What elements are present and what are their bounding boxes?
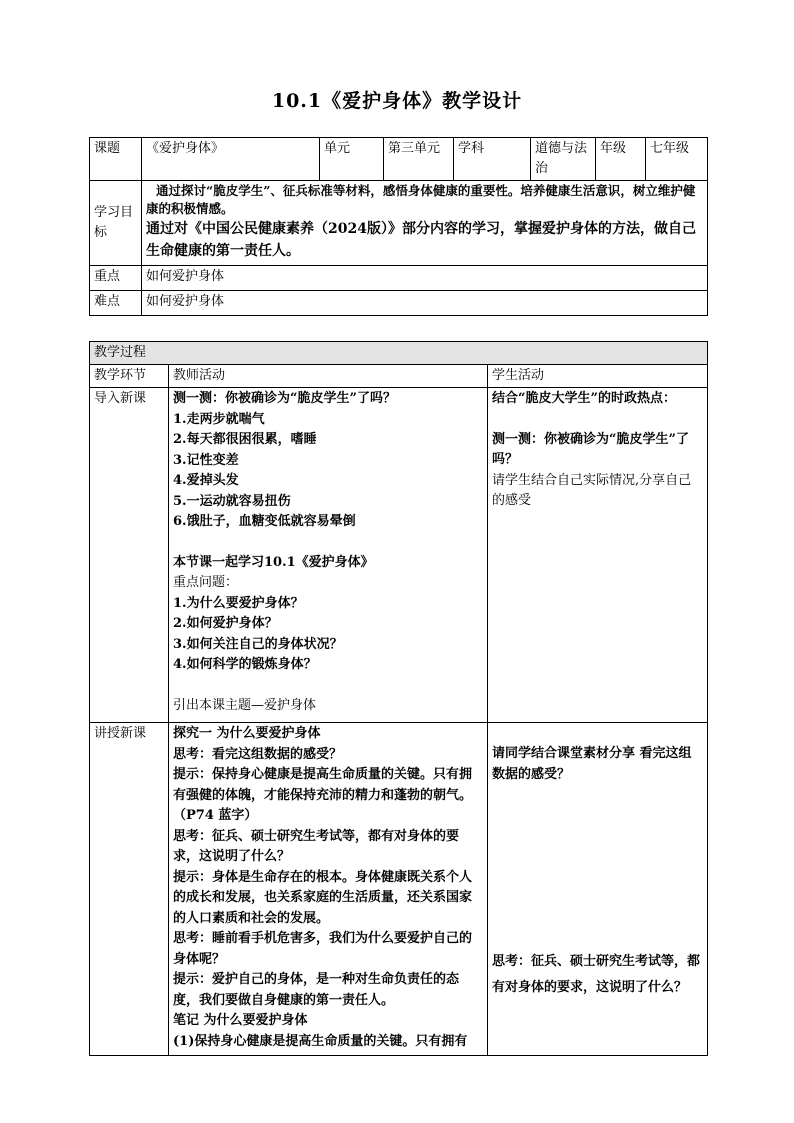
- stage-intro: 导入新课: [90, 388, 169, 723]
- student-activity-new-lesson: [488, 723, 708, 1056]
- list-item: 提示：保持身心健康是提高生命质量的关键。只有拥有强健的体魄，才能保持充沛的精力和蓬勃的朝气。（P74 蓝字）: [173, 767, 473, 823]
- list-item: 1.走两步就喘气: [173, 411, 265, 427]
- list-item: 3.记性变差: [173, 452, 239, 468]
- list-item: 引出本课主题—爱护身体: [173, 697, 317, 713]
- page-title: 10.1《爱护身体》教学设计: [271, 90, 523, 112]
- goals-label: 学习目标: [90, 181, 142, 266]
- topic-label: 课题: [90, 138, 142, 181]
- list-item: 测一测：你被确诊为“脆皮学生”了吗？: [173, 391, 396, 406]
- unit-label: 单元: [320, 138, 384, 181]
- list-item: 本节课一起学习10.1《爱护身体》: [173, 554, 374, 570]
- list-item: 请学生结合自己实际情况,分享自己的感受: [492, 472, 692, 508]
- student-activity-intro: [488, 388, 708, 723]
- subject-value: 道德与法治: [531, 138, 596, 181]
- list-item: 2.如何爱护身体？: [173, 616, 278, 631]
- list-item: 思考：睡前看手机危害多，我们为什么要爱护自己的身体呢？: [173, 931, 473, 967]
- list-item: 2.每天都很困很累，嗜睡: [173, 432, 317, 447]
- list-item: 测一测：你被确诊为“脆皮学生”了吗？: [492, 431, 689, 467]
- list-item: 思考：看完这组数据的感受？: [173, 746, 343, 762]
- list-item: 提示：爱护自己的身体，是一种对生命负责任的态度，我们要做自身健康的第一责任人。: [173, 972, 460, 1008]
- list-item: 4.爱掉头发: [173, 473, 239, 488]
- list-item: 3.如何关注自己的身体状况？: [173, 636, 343, 652]
- list-item: 结合“脆皮大学生”的时政热点：: [492, 391, 676, 406]
- goals-cell: [142, 181, 708, 266]
- key-label: 重点: [90, 266, 142, 291]
- list-item: 5.一运动就容易扭伤: [173, 493, 291, 509]
- key-value: 如何爱护身体: [142, 266, 708, 291]
- process-table: [89, 341, 708, 1056]
- difficult-label: 难点: [90, 291, 142, 316]
- goal-2: 通过对《中国公民健康素养（2024版）》部分内容的学习，掌握爱护身体的方法，做自己生命健康的第一责任人。: [146, 221, 696, 259]
- topic-value: 《爱护身体》: [142, 138, 320, 181]
- grade-value: 七年级: [646, 138, 708, 181]
- list-item: 重点问题：: [173, 575, 239, 590]
- list-item: 1.为什么要爱护身体？: [173, 595, 304, 611]
- unit-value: 第三单元: [384, 138, 454, 181]
- goal-1: 通过探讨“脆皮学生”、征兵标准等材料，感悟身体健康的重要性。培养健康生活意识，树立维护健康的积极情感。: [146, 183, 696, 216]
- difficult-value: 如何爱护身体: [142, 291, 708, 316]
- list-item: 请同学结合课堂素材分享 看完这组数据的感受？: [492, 746, 692, 782]
- list-item: 6.饿肚子，血糖变低就容易晕倒: [173, 514, 356, 529]
- list-item: 提示：身体是生命存在的根本。身体健康既关系个人的成长和发展，也关系家庭的生活质量，还关系国家的人口素质和社会的发展。: [173, 869, 473, 926]
- list-item: 探究一 为什么要爱护身体: [173, 726, 321, 741]
- col-stage-header: 教学环节: [90, 365, 169, 388]
- grade-label: 年级: [596, 138, 646, 181]
- list-item: 思考：征兵、硕士研究生考试等，都有对身体的要求，这说明了什么？: [173, 828, 460, 864]
- process-header: 教学过程: [90, 342, 708, 365]
- list-item: 4.如何科学的锻炼身体？: [173, 657, 317, 672]
- teacher-activity-intro: [169, 388, 488, 723]
- list-item: 笔记 为什么要爱护身体: [173, 1013, 308, 1028]
- list-item: 思考：征兵、硕士研究生考试等，都有对身体的要求，这说明了什么？: [492, 954, 701, 995]
- list-item: (1)保持身心健康是提高生命质量的关键。只有拥有: [173, 1033, 468, 1049]
- info-table: [89, 137, 708, 316]
- teacher-activity-new-lesson: [169, 723, 488, 1056]
- col-student-header: 学生活动: [488, 365, 708, 388]
- stage-new-lesson: 讲授新课: [90, 723, 169, 1056]
- col-teacher-header: 教师活动: [169, 365, 488, 388]
- subject-label: 学科: [454, 138, 531, 181]
